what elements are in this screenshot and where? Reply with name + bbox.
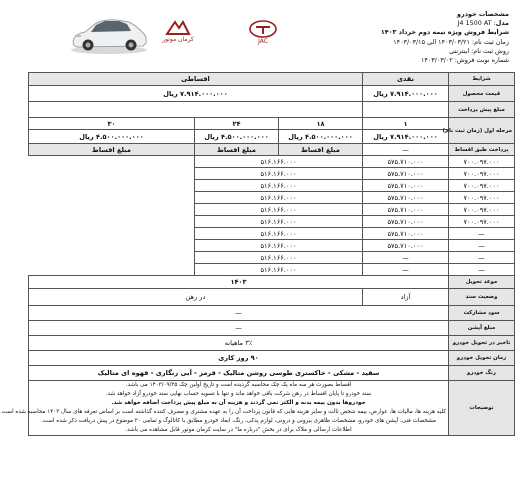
jac-logo: JAC xyxy=(243,20,283,48)
note-item: مشخصات فنی، آپشن های خودرو، مشخصات ظاهری بیرونی و درونی، لوازم یدکی، رنگ، ابعاد خودرو مطابق با کاتالوگ و تمامی ۳۰ موضوع در پیش دریافت ذکر شده است. xyxy=(40,418,437,424)
installment-amount: ۷۰۰.۰۹۷.۰۰۰ xyxy=(449,192,515,204)
header-info xyxy=(279,10,509,65)
installments-header-18: مبلغ اقساط xyxy=(279,144,363,156)
sheet-header xyxy=(29,6,515,72)
installment-amount: ۵۷۵.۷۱۰.۰۰۰ xyxy=(363,168,449,180)
details-table xyxy=(0,275,515,436)
note-item: خودروها بدون بیمه بدنه و الکتر نمی گردند و هزینه آن به مبلغ پیش پرداخت اضافه خواهد شد. xyxy=(111,400,366,406)
installment-row xyxy=(28,228,514,240)
installment-amount: ۵۱۶.۱۶۶.۰۰۰ xyxy=(195,216,363,228)
installment-amount: ۷۰۰.۰۹۷.۰۰۰ xyxy=(449,180,515,192)
installment-amount: ۵۱۶.۱۶۶.۰۰۰ xyxy=(195,264,363,276)
installment-amount: ۵۱۶.۱۶۶.۰۰۰ xyxy=(195,240,363,252)
installment-row xyxy=(28,204,514,216)
kerman-motor-logo: کرمان موتور xyxy=(161,20,195,48)
header-title: مشخصات خودرو xyxy=(457,10,509,18)
options-value: — xyxy=(28,321,448,336)
installment-row xyxy=(28,192,514,204)
colors-value: سفید - مشکی - خاکستری طوسی روشن متالیک - قرمز - آبی زنگاری - قهوه ای متالیک xyxy=(28,366,448,381)
installment-amount: ۵۷۵.۷۱۰.۰۰۰ xyxy=(363,180,449,192)
installment-amount: — xyxy=(363,252,449,264)
installment-amount: ۵۷۵.۷۱۰.۰۰۰ xyxy=(363,228,449,240)
ownership-cash: آزاد xyxy=(363,289,449,306)
label-delivery-time: زمان تحویل خودرو xyxy=(449,351,515,366)
note-item: اقساط بصورت هر سه ماه یک چک محاسبه گردیده است و تاریخ اولین چک ۱۴۰۳/۰۹/۲۵ می باشد. xyxy=(125,382,352,388)
installments-header-30: مبلغ اقساط xyxy=(28,144,194,156)
installment-amount: ۷۰۰.۰۹۷.۰۰۰ xyxy=(449,168,515,180)
notes-list xyxy=(0,381,448,436)
installment-row xyxy=(28,240,514,252)
price-cash: ۷.۹۱۴.۰۰۰.۰۰۰ ریال xyxy=(363,86,449,102)
installment-row xyxy=(28,180,514,192)
label-installments: پرداخت طبق اقساط xyxy=(449,144,515,156)
installment-amount: — xyxy=(449,252,515,264)
registration-method: روش ثبت نام: اینترنتی xyxy=(449,46,509,55)
note-item: سند خودرو تا پایان اقساط در رهن شرکت باقی خواهد ماند و تنها با تسویه حساب نهایی سند خودرو آزاد خواهد شد. xyxy=(105,391,372,397)
installment-amount: ۷۰۰.۰۹۷.۰۰۰ xyxy=(449,204,515,216)
cash-down: ۷.۹۱۴.۰۰۰.۰۰۰ ریال xyxy=(363,130,449,144)
label-notes: توضیحات xyxy=(449,381,515,436)
participation-value: — xyxy=(28,306,448,321)
plan-down-30: ۴.۵۰۰.۰۰۰.۰۰۰ ریال xyxy=(28,130,194,144)
installment-amount: ۵۷۵.۷۱۰.۰۰۰ xyxy=(363,216,449,228)
installment-amount: ۵۱۶.۱۶۶.۰۰۰ xyxy=(195,252,363,264)
installment-row xyxy=(28,252,514,264)
delay-penalty-value: ۳٪ ماهیانه xyxy=(28,336,448,351)
sale-conditions: شرایط فروش ویژه نیمه دوم خرداد ۱۴۰۳ xyxy=(380,28,509,37)
price-installment: ۷.۹۱۴.۰۰۰.۰۰۰ ریال xyxy=(28,86,362,102)
price-sheet xyxy=(0,6,515,436)
ownership-installment: در رهن xyxy=(28,289,362,306)
delivery-value: ۱۴۰۳ xyxy=(28,276,448,289)
kerman-motor-icon xyxy=(165,20,191,36)
col-installment: اقساطی xyxy=(28,73,362,86)
cash-months: ۱ xyxy=(363,118,449,130)
label-delay-penalty: تاخیر در تحویل خودرو xyxy=(449,336,515,351)
installment-amount: ۷۰۰.۰۹۷.۰۰۰ xyxy=(449,156,515,168)
label-first-stage: مرحله اول (زمان ثبت نام) xyxy=(449,118,515,144)
plan-months-18: ۱۸ xyxy=(279,118,363,130)
installment-amount: — xyxy=(449,240,515,252)
installment-amount: ۵۱۶.۱۶۶.۰۰۰ xyxy=(195,180,363,192)
installment-row xyxy=(28,216,514,228)
registration-time: زمان ثبت نام: ۱۴۰۳/۰۳/۲۱ الی ۱۴۰۳/۰۳/۱۵ xyxy=(393,37,509,46)
cash-installments: — xyxy=(363,144,449,156)
plan-down-18: ۴.۵۰۰.۰۰۰.۰۰۰ ریال xyxy=(279,130,363,144)
plan-months-24: ۲۴ xyxy=(195,118,279,130)
plan-months-30: ۳۰ xyxy=(28,118,194,130)
installment-row xyxy=(28,168,514,180)
installment-amount: ۵۱۶.۱۶۶.۰۰۰ xyxy=(195,192,363,204)
label-down-payment: مبلغ پیش پرداخت xyxy=(449,102,515,118)
installment-amount: ۵۷۵.۷۱۰.۰۰۰ xyxy=(363,192,449,204)
installment-amount: — xyxy=(449,228,515,240)
installment-amount: ۵۷۵.۷۱۰.۰۰۰ xyxy=(363,156,449,168)
installment-amount: ۵۷۵.۷۱۰.۰۰۰ xyxy=(363,204,449,216)
plan-down-24: ۴.۵۰۰.۰۰۰.۰۰۰ ریال xyxy=(195,130,279,144)
installment-row xyxy=(28,264,514,276)
installment-amount: ۷۰۰.۰۹۷.۰۰۰ xyxy=(449,216,515,228)
col-cash: نقدی xyxy=(363,73,449,86)
label-participation: سود مشارکت xyxy=(449,306,515,321)
installment-amount: — xyxy=(363,264,449,276)
installments-header-24: مبلغ اقساط xyxy=(195,144,279,156)
note-item: کلیه هزینه ها، مالیات ها، عوارض، بیمه شخص ثالث و سایر هزینه هایی که قانون پرداخت آن را به عهده مشتری و مصرف کننده گذاشته است بر اساس تعرفه های سال ۱۴۰۳ محاسبه شده است. xyxy=(0,409,446,415)
installment-rows xyxy=(28,156,514,276)
note-item: اطلاعات ارسالی و ملاک برای در بخش "درباره ما" در سایت کرمان موتور قابل مشاهده می باشد. xyxy=(125,427,352,433)
installment-row xyxy=(28,156,514,168)
installment-amount: ۵۷۵.۷۱۰.۰۰۰ xyxy=(363,240,449,252)
label-conditions: شرایط xyxy=(449,73,515,86)
label-colors: رنگ خودرو xyxy=(449,366,515,381)
label-delivery: موعد تحویل xyxy=(449,276,515,289)
car-image xyxy=(69,12,149,56)
label-ownership: وضعیت سند xyxy=(449,289,515,306)
installment-amount: ۵۱۶.۱۶۶.۰۰۰ xyxy=(195,228,363,240)
installment-amount: ۵۱۶.۱۶۶.۰۰۰ xyxy=(195,204,363,216)
jac-icon xyxy=(248,20,278,38)
delivery-time-value: ۹۰ روز کاری xyxy=(28,351,448,366)
conditions-table xyxy=(28,72,515,276)
installment-amount: — xyxy=(449,264,515,276)
circular-number: شماره نوبت فروش: ۱۴۰۳/۰۳/۰۲ xyxy=(420,56,509,65)
label-price: قیمت محصول xyxy=(449,86,515,102)
label-options: مبلغ آپشن xyxy=(449,321,515,336)
installment-amount: ۵۱۶.۱۶۶.۰۰۰ xyxy=(195,168,363,180)
model-line: مدل: J4 1500 AT xyxy=(457,19,509,28)
installment-amount: ۵۱۶.۱۶۶.۰۰۰ xyxy=(195,156,363,168)
